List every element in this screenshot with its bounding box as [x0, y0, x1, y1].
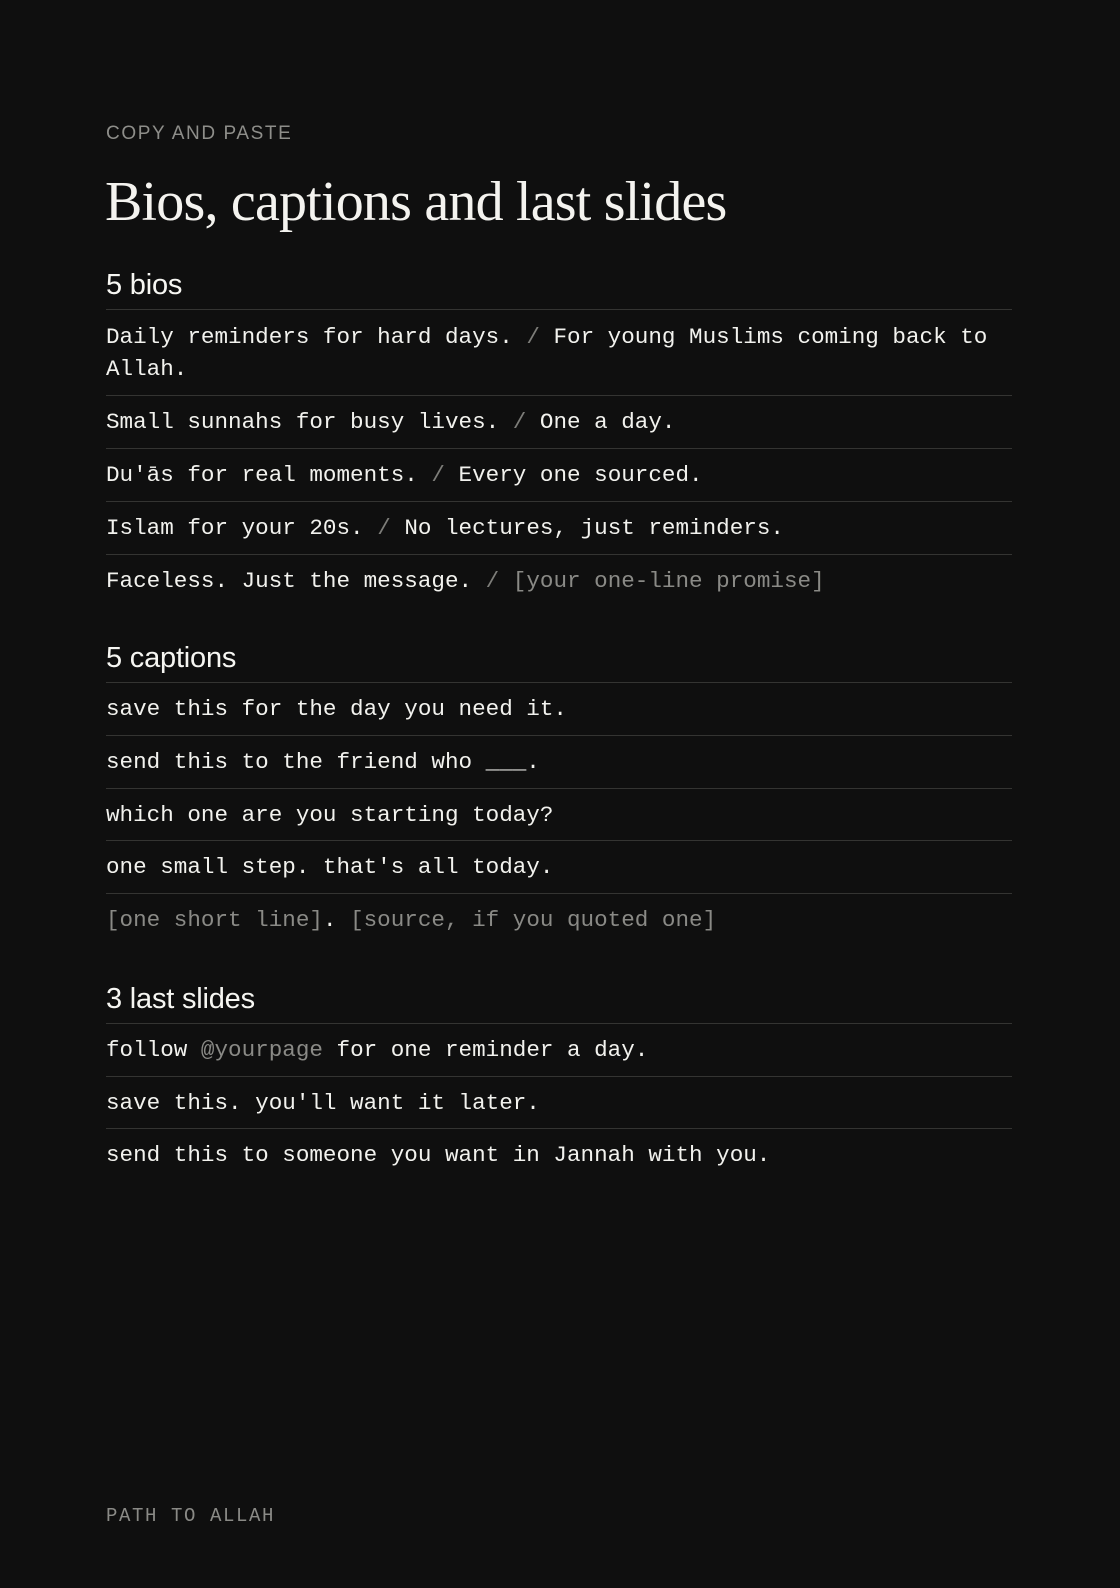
bio-text: Faceless. Just the message.: [106, 568, 473, 594]
bio-separator: /: [526, 324, 540, 350]
bio-text: No lectures, just reminders.: [404, 515, 784, 541]
bio-text: Du'ās for real moments.: [106, 462, 418, 488]
page-title: Bios, captions and last slides: [105, 171, 727, 233]
bio-text: Small sunnahs for busy lives.: [106, 409, 500, 435]
bio-separator: /: [485, 568, 500, 594]
bios-section: [106, 268, 1012, 607]
bio-text: Every one sourced.: [458, 462, 703, 488]
bio-separator: /: [377, 515, 391, 541]
last-slides-heading: 3 last slides: [106, 982, 1012, 1024]
eyebrow-label: COPY AND PASTE: [106, 123, 293, 144]
caption-item[interactable]: send this to the friend who ___.: [106, 736, 1012, 789]
bio-text: Daily reminders for hard days.: [106, 324, 513, 350]
last-slide-text: follow: [106, 1037, 188, 1063]
bio-text: For young Muslims coming back to Allah.: [106, 324, 988, 382]
last-slides-section: [106, 982, 1012, 1182]
bio-placeholder: [your one-line promise]: [512, 568, 825, 594]
captions-section: [106, 641, 1012, 946]
caption-placeholder: [one short line]: [106, 907, 323, 933]
caption-item[interactable]: [106, 894, 1012, 946]
bio-item[interactable]: [106, 396, 1012, 449]
caption-item[interactable]: one small step. that's all today.: [106, 841, 1012, 894]
bio-item[interactable]: [106, 502, 1012, 555]
handle-placeholder: @yourpage: [200, 1037, 323, 1063]
caption-item[interactable]: which one are you starting today?: [106, 789, 1012, 841]
caption-placeholder: [source, if you quoted one]: [350, 907, 717, 933]
bio-separator: /: [512, 409, 527, 435]
last-slide-text: for one reminder a day.: [336, 1037, 649, 1063]
bio-separator: /: [431, 462, 445, 488]
captions-heading: 5 captions: [106, 641, 1012, 683]
last-slide-item[interactable]: save this. you'll want it later.: [106, 1077, 1012, 1129]
bio-item[interactable]: [106, 555, 1012, 607]
bio-text: One a day.: [539, 409, 676, 435]
caption-item[interactable]: save this for the day you need it.: [106, 683, 1012, 736]
bios-heading: 5 bios: [106, 268, 1012, 310]
caption-period: .: [322, 907, 337, 933]
footer-brand: PATH TO ALLAH: [106, 1505, 276, 1527]
last-slide-item[interactable]: send this to someone you want in Jannah with you.: [106, 1142, 771, 1168]
bio-item[interactable]: [106, 449, 1012, 502]
bio-item[interactable]: [106, 310, 1012, 396]
last-slide-item[interactable]: [106, 1024, 1012, 1077]
bio-text: Islam for your 20s.: [106, 515, 364, 541]
